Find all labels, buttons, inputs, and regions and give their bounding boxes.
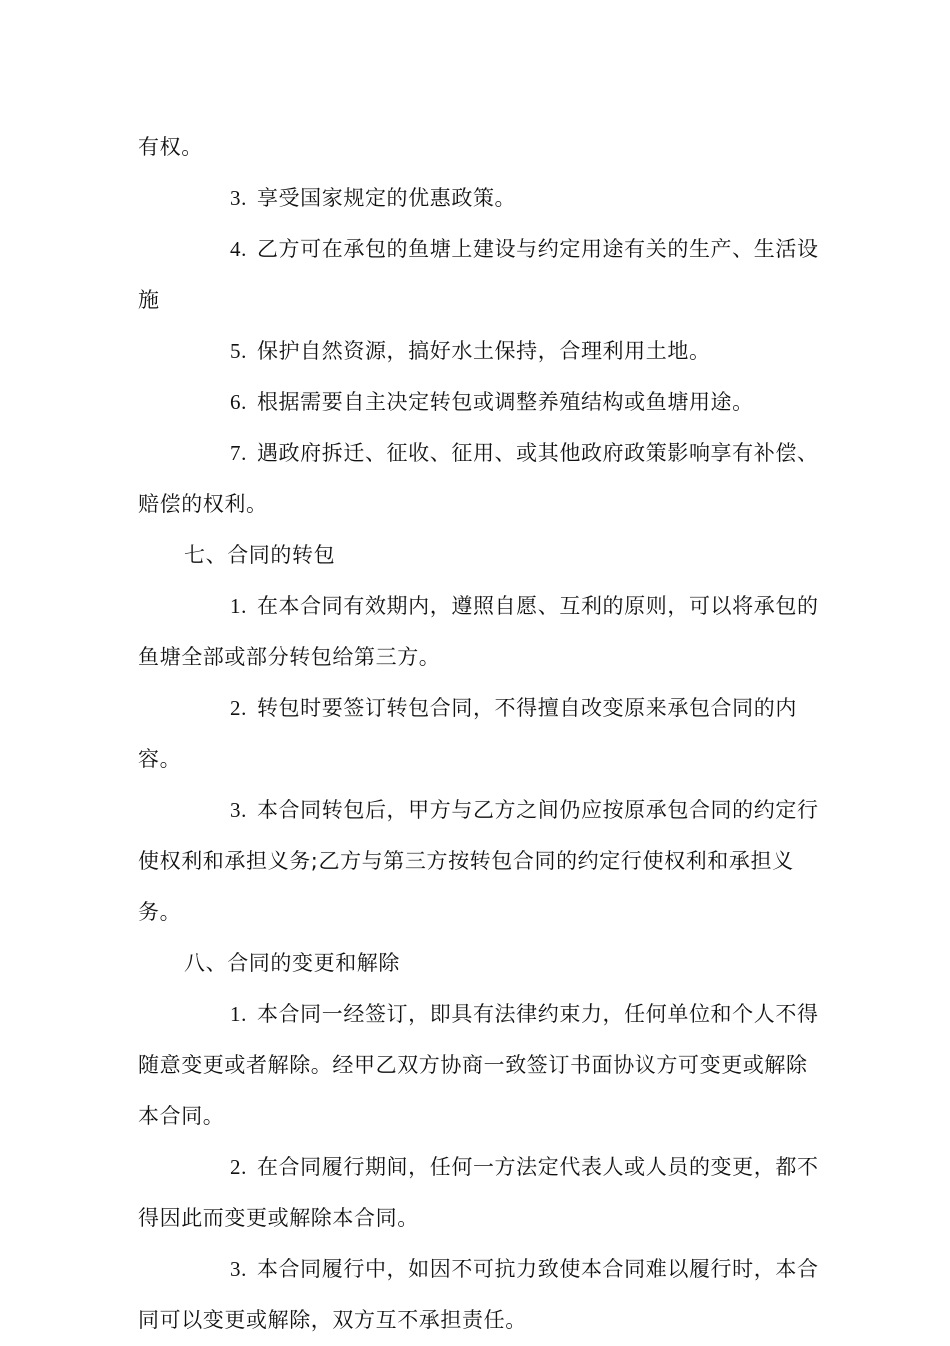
list-number: 3. — [230, 1257, 247, 1281]
list-item — [138, 224, 828, 326]
list-item — [138, 581, 828, 683]
paragraph-text: 本合同一经签订，即具有法律约束力，任何单位和个人不得随意变更或者解除。经甲乙双方协商一致签订书面协议方可变更或解除本合同。 — [138, 1002, 819, 1128]
list-number: 2. — [230, 696, 247, 720]
paragraph-text: 有权。 — [138, 135, 203, 159]
paragraph-text: 转包时要签订转包合同，不得擅自改变原来承包合同的内容。 — [138, 696, 797, 771]
list-number: 3. — [230, 798, 247, 822]
paragraph-text: 保护自然资源，搞好水土保持，合理利用土地。 — [256, 339, 711, 363]
paragraph-text: 根据需要自主决定转包或调整养殖结构或鱼塘用途。 — [256, 390, 754, 414]
list-item — [138, 785, 828, 938]
list-item — [138, 326, 828, 377]
paragraph-text: 在本合同有效期内，遵照自愿、互利的原则，可以将承包的鱼塘全部或部分转包给第三方。 — [138, 594, 819, 669]
paragraph-text: 乙方可在承包的鱼塘上建设与约定用途有关的生产、生活设施 — [138, 237, 819, 312]
document-body — [138, 122, 828, 1346]
list-number: 1. — [230, 594, 247, 618]
paragraph-text: 享受国家规定的优惠政策。 — [256, 186, 517, 210]
list-number: 2. — [230, 1155, 247, 1179]
paragraph-text: 遇政府拆迁、征收、征用、或其他政府政策影响享有补偿、赔偿的权利。 — [138, 441, 819, 516]
list-item — [138, 428, 828, 530]
list-number: 5. — [230, 339, 247, 363]
list-item — [138, 683, 828, 785]
list-item — [138, 1142, 828, 1244]
list-number: 3. — [230, 186, 247, 210]
list-number: 4. — [230, 237, 247, 261]
paragraph-text: 本合同转包后，甲方与乙方之间仍应按原承包合同的约定行使权利和承担义务;乙方与第三方按转包合同的约定行使权利和承担义务。 — [138, 798, 819, 924]
list-number: 7. — [230, 441, 247, 465]
list-item — [138, 989, 828, 1142]
paragraph-text: 在合同履行期间，任何一方法定代表人或人员的变更，都不得因此而变更或解除本合同。 — [138, 1155, 819, 1230]
list-item — [138, 377, 828, 428]
paragraph-continuation — [138, 122, 828, 173]
section-heading-7: 七、合同的转包 — [184, 543, 336, 567]
list-number: 6. — [230, 390, 247, 414]
list-item — [138, 1244, 828, 1346]
list-item — [138, 173, 828, 224]
list-number: 1. — [230, 1002, 247, 1026]
section-heading-8: 八、合同的变更和解除 — [184, 951, 400, 975]
paragraph-text: 本合同履行中，如因不可抗力致使本合同难以履行时，本合同可以变更或解除，双方互不承担责任。 — [138, 1257, 819, 1332]
